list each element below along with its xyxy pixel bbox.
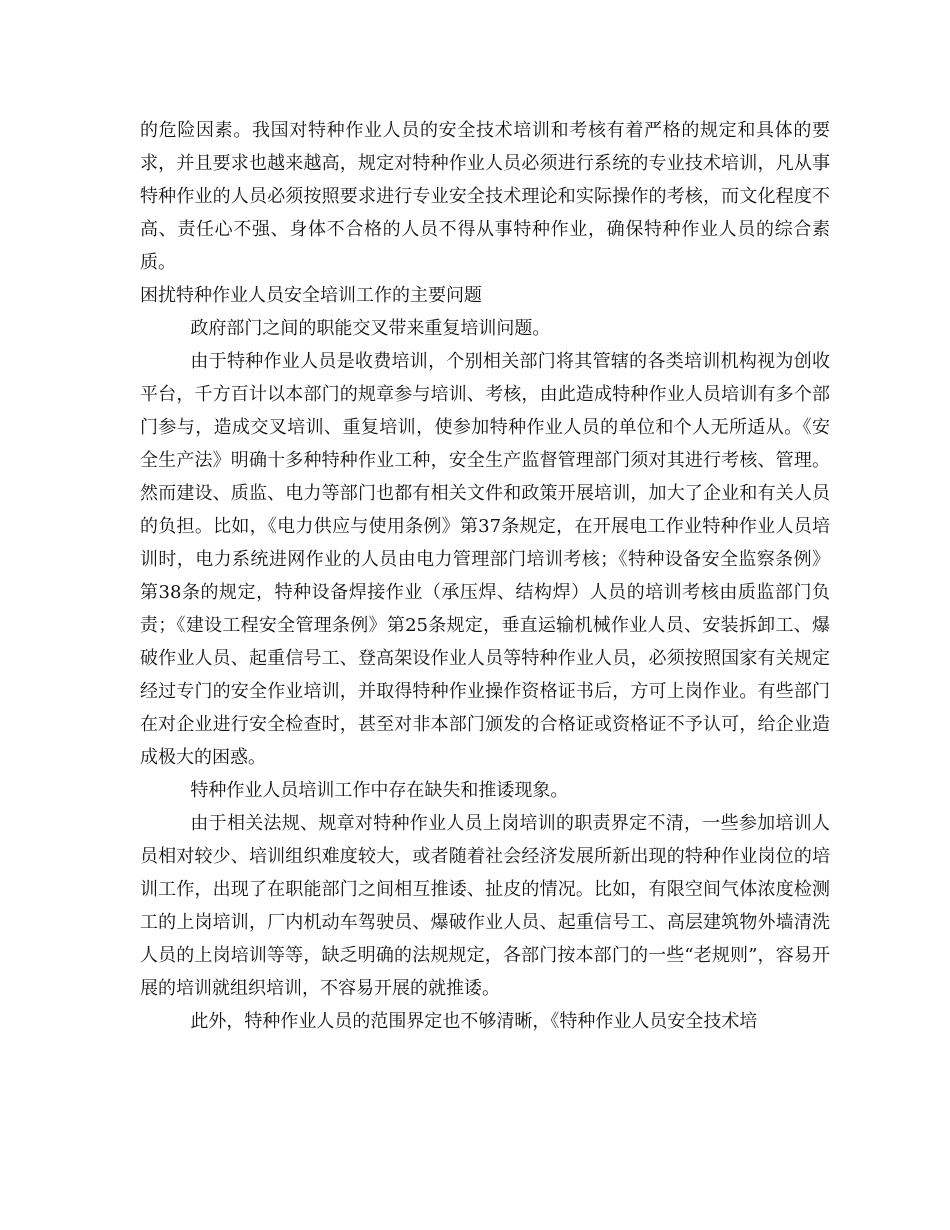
body-paragraph-1: 的危险因素。我国对特种作业人员的安全技术培训和考核有着严格的规定和具体的要求，并且要求也越来越高，规定对特种作业人员必须进行系统的专业技术培训，凡从事特种作业的人员必须按照要求进行专业安全技术理论和实际操作的考核，而文化程度不高、责任心不强、身体不合格的人员不得从事特种作业，确保特种作业人员的综合素质。	[140, 120, 830, 273]
subheading-duplicate-training: 政府部门之间的职能交叉带来重复培训问题。	[190, 318, 551, 339]
subheading-shirking: 特种作业人员培训工作中存在缺失和推诿现象。	[190, 780, 569, 801]
section-heading: 困扰特种作业人员安全培训工作的主要问题	[140, 285, 482, 306]
body-paragraph-2: 由于特种作业人员是收费培训，个别相关部门将其管辖的各类培训机构视为创收平台，千方百计以本部门的规章参与培训、考核，由此造成特种作业人员培训有多个部门参与，造成交叉培训、重复培训，使参加特种作业人员的单位和个人无所适从。《安全生产法》明确十多种特种作业工种，安全生产监督管理部门须对其进行考核、管理。然而建设、质监、电力等部门也都有相关文件和政策开展培训，加大了企业和有关人员的负担。比如，《电力供应与使用条例》第37条规定，在开展电工作业特种作业人员培训时，电力系统进网作业的人员由电力管理部门培训考核；《特种设备安全监察条例》第38条的规定，特种设备焊接作业（承压焊、结构焊）人员的培训考核由质监部门负责；《建设工程安全管理条例》第25条规定，垂直运输机械作业人员、安装拆卸工、爆破作业人员、起重信号工、登高架设作业人员等特种作业人员，必须按照国家有关规定经过专门的安全作业培训，并取得特种作业操作资格证书后，方可上岗作业。有些部门在对企业进行安全检查时，甚至对非本部门颁发的合格证或资格证不予认可，给企业造成极大的困惑。	[140, 351, 830, 768]
body-paragraph-4: 此外，特种作业人员的范围界定也不够清晰，《特种作业人员安全技术培	[190, 1011, 758, 1032]
body-paragraph-3: 由于相关法规、规章对特种作业人员上岗培训的职责界定不清，一些参加培训人员相对较少、培训组织难度较大，或者随着社会经济发展所新出现的特种作业岗位的培训工作，出现了在职能部门之间相互推诿、扯皮的情况。比如，有限空间气体浓度检测工的上岗培训，厂内机动车驾驶员、爆破作业人员、起重信号工、高层建筑物外墙清洗人员的上岗培训等等，缺乏明确的法规规定，各部门按本部门的一些“老规则”，容易开展的培训就组织培训，不容易开展的就推诿。	[140, 813, 830, 999]
